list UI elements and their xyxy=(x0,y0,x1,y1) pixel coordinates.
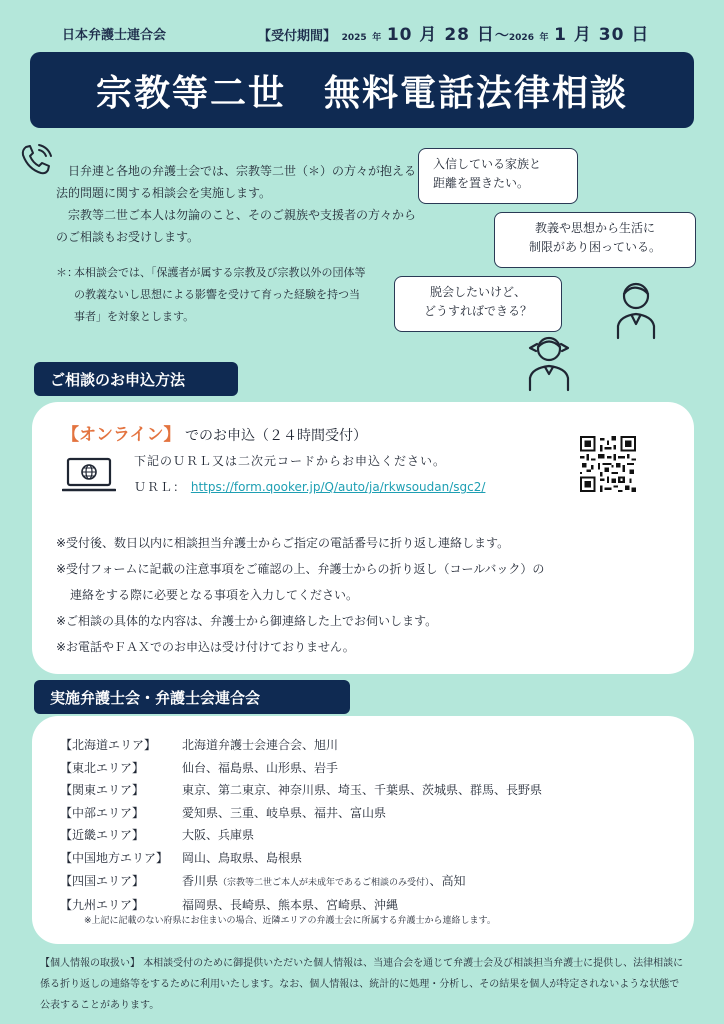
area-places-main: 香川県 xyxy=(182,873,219,888)
start-year: 2025 xyxy=(341,33,367,43)
man-icon xyxy=(604,276,668,340)
intro-text xyxy=(56,160,416,248)
reception-period xyxy=(258,20,649,45)
area-row xyxy=(60,870,542,895)
bar-associations-heading: 実施弁護士会・弁護士会連合会 xyxy=(34,680,350,714)
target-note xyxy=(56,262,366,328)
online-label: 【オンライン】 xyxy=(62,425,181,445)
speech-bubble-2 xyxy=(494,212,696,268)
bubble-1-line-1: 入信している家族と xyxy=(433,157,542,171)
speech-bubble-1 xyxy=(418,148,578,204)
area-row xyxy=(60,779,542,802)
privacy-text: 本相談受付のために御提供いただいた個人情報は、当連合会を通じて弁護士会及び相談担当弁護士に提供し、法律相談に係る折り返しの連絡等をするために利用いたします。なお、個人情報は、統計的に処理・分析し、その結果を個人が特定されないような状態で公表することがあります。 xyxy=(40,958,684,1011)
area-name: 【東北エリア】 xyxy=(60,760,145,775)
phone-icon xyxy=(18,142,54,178)
online-application-line xyxy=(62,420,367,445)
area-places xyxy=(182,870,466,895)
organization-name: 日本弁護士連合会 xyxy=(62,28,167,43)
tilde: 〜 xyxy=(494,28,509,44)
area-row xyxy=(60,847,542,870)
area-places: 仙台、福島県、山形県、岩手 xyxy=(182,760,339,775)
area-name: 【四国エリア】 xyxy=(60,873,145,888)
bubble-1-line-2: 距離を置きたい。 xyxy=(433,176,530,190)
area-row xyxy=(60,802,542,825)
start-date: 10 月 28 日 xyxy=(386,25,495,45)
area-places: 大阪、兵庫県 xyxy=(182,828,255,843)
area-list xyxy=(60,734,542,917)
intro-paragraph-2: 宗教等二世ご本人は勿論のこと、そのご親族や支援者の方々からのご相談もお受けします。 xyxy=(56,208,417,244)
note-line-3: 連絡をする際に必要となる事項を入力してください。 xyxy=(70,588,359,602)
note-line-2: ※受付フォームに記載の注意事項をご確認の上、弁護士からの折り返し（コールバック）の xyxy=(56,562,545,576)
area-places-small-note: （宗教等二世ご本人が未成年であるご相談のみ受付） xyxy=(218,877,430,888)
area-name: 【関東エリア】 xyxy=(60,783,145,798)
page-title: 宗教等二世 無料電話法律相談 xyxy=(95,72,628,114)
bubble-2-line-2: 制限があり困っている。 xyxy=(528,240,661,254)
url-label: ＵＲＬ： xyxy=(134,480,187,494)
note-text: 本相談会では、「保護者が属する宗教及び宗教以外の団体等の教義ないし思想による影響を受けて育った経験を持つ当事者」を対象とします。 xyxy=(74,266,366,323)
area-places-after: 、高知 xyxy=(429,873,466,888)
url-row xyxy=(134,478,485,495)
application-heading: ご相談のお申込方法 xyxy=(34,362,238,396)
period-label: 【受付期間】 xyxy=(258,29,337,44)
note-line-5: ※お電話やＦＡＸでのお申込は受け付けておりません。 xyxy=(56,640,355,654)
area-footnote: ※上記に記載のない府県にお住まいの場合、近隣エリアの弁護士会に所属する弁護士から連絡します。 xyxy=(84,916,496,926)
area-name: 【九州エリア】 xyxy=(60,898,145,913)
area-name: 【中部エリア】 xyxy=(60,805,145,820)
title-banner xyxy=(30,52,694,128)
speech-bubble-3 xyxy=(394,276,562,332)
note-line-4: ※ご相談の具体的な内容は、弁護士から御連絡した上でお伺いします。 xyxy=(56,614,438,628)
privacy-label: 【個人情報の取扱い】 xyxy=(40,958,140,969)
area-places: 福岡県、長崎県、熊本県、宮崎県、沖縄 xyxy=(182,898,399,913)
area-name: 【近畿エリア】 xyxy=(60,828,145,843)
bubble-3-line-2: どうすればできる？ xyxy=(423,304,532,318)
area-places: 愛知県、三重、岐阜県、福井、富山県 xyxy=(182,805,387,820)
application-instruction: 下記のＵＲＬ又は二次元コードからお申込ください。 xyxy=(134,454,447,468)
woman-icon xyxy=(518,330,580,392)
bubble-3-line-1: 脱会したいけど、 xyxy=(429,285,526,299)
laptop-globe-icon xyxy=(62,456,116,496)
area-places: 岡山、鳥取県、島根県 xyxy=(182,850,303,865)
area-row xyxy=(60,734,542,757)
application-notes xyxy=(56,530,676,660)
privacy-notice xyxy=(40,953,688,1016)
area-name: 【北海道エリア】 xyxy=(60,738,157,752)
area-name: 【中国地方エリア】 xyxy=(60,850,169,865)
online-suffix: でのお申込（２４時間受付） xyxy=(184,428,367,444)
intro-paragraph-1: 日弁連と各地の弁護士会では、宗教等二世（＊）の方々が抱える法的問題に関する相談会を実施します。 xyxy=(56,164,417,200)
area-row xyxy=(60,824,542,847)
end-year: 2026 xyxy=(508,33,534,43)
year-mark: 年 xyxy=(372,33,382,43)
qr-code[interactable] xyxy=(580,436,636,492)
area-row xyxy=(60,757,542,780)
end-date: 1 月 30 日 xyxy=(554,25,650,45)
year-mark-2: 年 xyxy=(539,33,549,43)
note-mark: ＊： xyxy=(56,266,78,279)
note-line-1: ※受付後、数日以内に相談担当弁護士からご指定の電話番号に折り返し連絡します。 xyxy=(56,536,510,550)
bubble-2-line-1: 教義や思想から生活に xyxy=(534,221,655,235)
area-places: 東京、第二東京、神奈川県、埼玉、千葉県、茨城県、群馬、長野県 xyxy=(182,783,543,798)
area-places: 北海道弁護士会連合会、旭川 xyxy=(182,738,339,752)
application-url-link[interactable]: https://form.qooker.jp/Q/auto/ja/rkwsoudan/sgc2/ xyxy=(190,480,486,494)
